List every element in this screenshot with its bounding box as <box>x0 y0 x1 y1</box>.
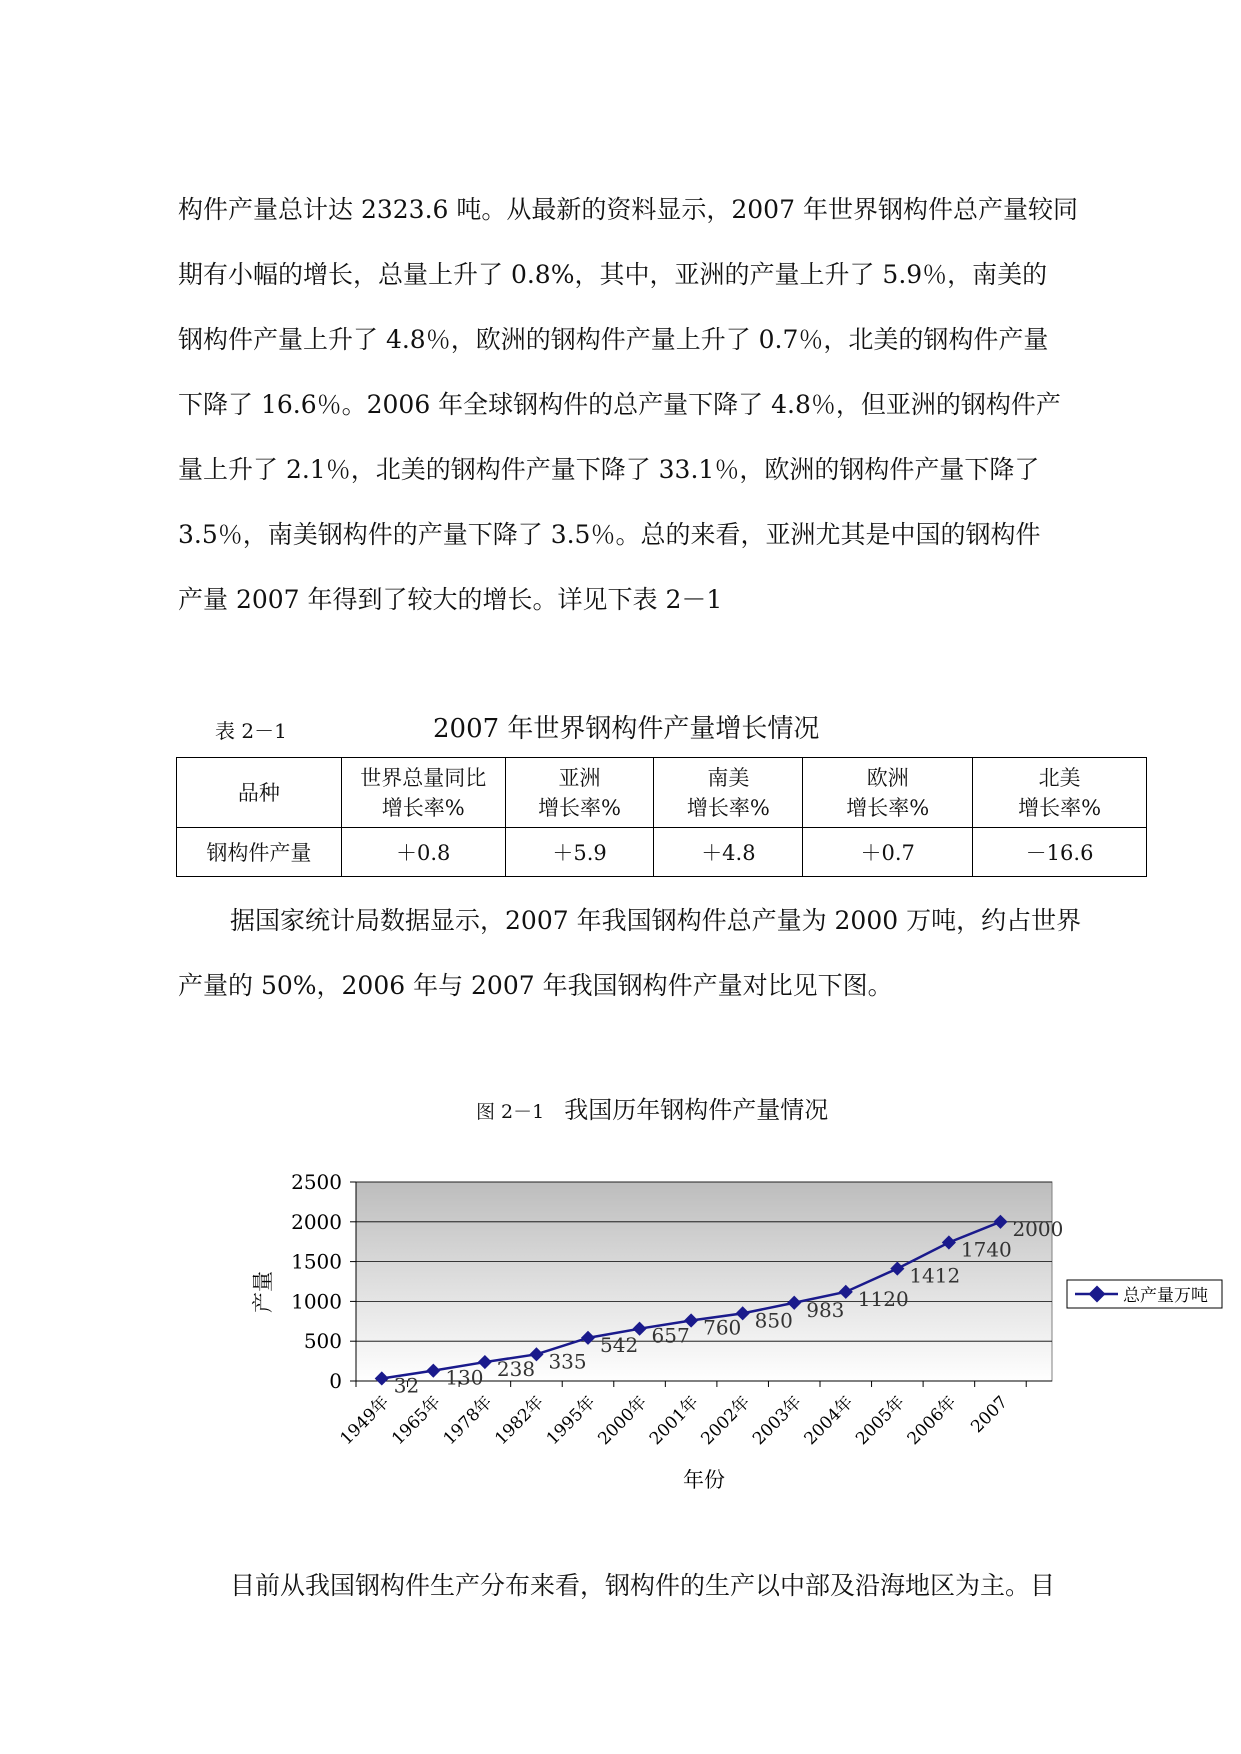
x-tick-label: 2003年 <box>749 1392 806 1450</box>
table-cell: 钢构件产量 <box>177 828 342 877</box>
data-label: 850 <box>754 1308 793 1333</box>
text-line: 产量 2007 年得到了较大的增长。详见下表 2－1 <box>178 585 723 614</box>
text-line: 钢构件产量上升了 4.8％，欧洲的钢构件产量上升了 0.7％，北美的钢构件产量 <box>178 325 1049 354</box>
header-line: 增长率% <box>846 795 930 820</box>
x-tick-label: 2005年 <box>852 1392 909 1450</box>
x-axis-label: 年份 <box>683 1468 725 1492</box>
x-tick-label: 2007 <box>967 1392 1012 1438</box>
text-line: 下降了 16.6％。2006 年全球钢构件的总产量下降了 4.8％，但亚洲的钢构件产 <box>178 390 1061 419</box>
growth-table <box>176 757 1147 877</box>
table-cell: －16.6 <box>973 828 1147 877</box>
production-line-chart <box>240 1160 1230 1500</box>
text-line: 据国家统计局数据显示，2007 年我国钢构件总产量为 2000 万吨，约占世界 <box>230 906 1082 935</box>
table-title: 2007 年世界钢构件产量增长情况 <box>433 714 820 744</box>
x-tick-label: 2001年 <box>645 1392 703 1450</box>
header-line: 品种 <box>237 780 280 805</box>
text-line: 构件产量总计达 2323.6 吨。从最新的资料显示，2007 年世界钢构件总产量较同 <box>178 195 1078 224</box>
data-label: 32 <box>393 1373 420 1398</box>
text-line: 期有小幅的增长，总量上升了 0.8%，其中，亚洲的产量上升了 5.9％，南美的 <box>178 260 1048 289</box>
figure-caption <box>476 1090 828 1125</box>
data-label: 1120 <box>857 1286 909 1311</box>
x-axis-ticks <box>336 1381 1026 1449</box>
x-tick-label: 1978年 <box>439 1392 497 1450</box>
header-line: 增长率% <box>686 795 770 820</box>
table-header-row <box>177 758 1147 828</box>
y-tick-label: 0 <box>329 1369 342 1393</box>
data-label: 542 <box>600 1332 639 1357</box>
header-line: 增长率% <box>381 795 465 820</box>
header-cell <box>505 758 654 828</box>
text-line: 3.5％，南美钢构件的产量下降了 3.5％。总的来看，亚洲尤其是中国的钢构件 <box>178 520 1041 549</box>
figure-label: 图 2－1 <box>476 1101 545 1123</box>
y-tick-label: 1500 <box>291 1249 342 1274</box>
y-tick-label: 1000 <box>291 1289 342 1314</box>
table-cell: ＋0.7 <box>803 828 973 877</box>
header-cell <box>654 758 803 828</box>
table-row <box>177 828 1147 877</box>
data-label: 983 <box>806 1297 845 1322</box>
header-cell <box>177 758 342 828</box>
header-line: 亚洲 <box>558 765 601 790</box>
y-axis-label: 产量 <box>251 1271 275 1313</box>
data-label: 130 <box>445 1365 484 1390</box>
x-tick-label: 1995年 <box>542 1392 600 1450</box>
header-cell <box>803 758 973 828</box>
table-cell: ＋5.9 <box>505 828 654 877</box>
header-line: 南美 <box>707 765 750 790</box>
header-line: 北美 <box>1038 765 1081 790</box>
paragraph-3 <box>178 1553 1128 1618</box>
y-tick-label: 500 <box>303 1329 342 1354</box>
header-line: 世界总量同比 <box>360 765 487 790</box>
data-label: 760 <box>703 1315 742 1340</box>
header-cell <box>973 758 1147 828</box>
data-label: 238 <box>496 1357 536 1382</box>
text-line: 目前从我国钢构件生产分布来看，钢构件的生产以中部及沿海地区为主。目 <box>230 1571 1056 1600</box>
header-line: 增长率% <box>538 795 622 820</box>
header-line: 增长率% <box>1018 795 1102 820</box>
data-label: 1412 <box>909 1263 961 1288</box>
table-label: 表 2－1 <box>215 719 287 743</box>
paragraph-2 <box>178 888 1128 1018</box>
legend <box>1067 1280 1222 1308</box>
table-cell: ＋4.8 <box>654 828 803 877</box>
data-label: 2000 <box>1012 1216 1064 1241</box>
header-cell <box>341 758 505 828</box>
x-tick-label: 1949年 <box>336 1392 394 1450</box>
data-label: 335 <box>548 1349 587 1374</box>
data-label: 657 <box>651 1323 690 1348</box>
x-tick-label: 2000年 <box>594 1392 652 1450</box>
y-tick-label: 2000 <box>291 1209 342 1234</box>
x-tick-label: 2002年 <box>697 1392 755 1450</box>
y-tick-label: 2500 <box>291 1170 342 1194</box>
figure-title: 我国历年钢构件产量情况 <box>564 1096 829 1124</box>
text-line: 产量的 50%，2006 年与 2007 年我国钢构件产量对比见下图。 <box>178 971 893 1000</box>
data-label: 1740 <box>960 1237 1012 1262</box>
table-cell: ＋0.8 <box>341 828 505 877</box>
x-tick-label: 2006年 <box>903 1392 961 1450</box>
paragraph-1 <box>178 177 1128 632</box>
legend-label: 总产量万吨 <box>1123 1286 1208 1306</box>
text-line: 量上升了 2.1％，北美的钢构件产量下降了 33.1％，欧洲的钢构件产量下降了 <box>178 455 1040 484</box>
x-tick-label: 1982年 <box>491 1392 548 1450</box>
y-axis-ticks <box>291 1170 356 1393</box>
header-line: 欧洲 <box>866 765 909 790</box>
x-tick-label: 2004年 <box>800 1392 858 1450</box>
x-tick-label: 1965年 <box>388 1392 445 1450</box>
